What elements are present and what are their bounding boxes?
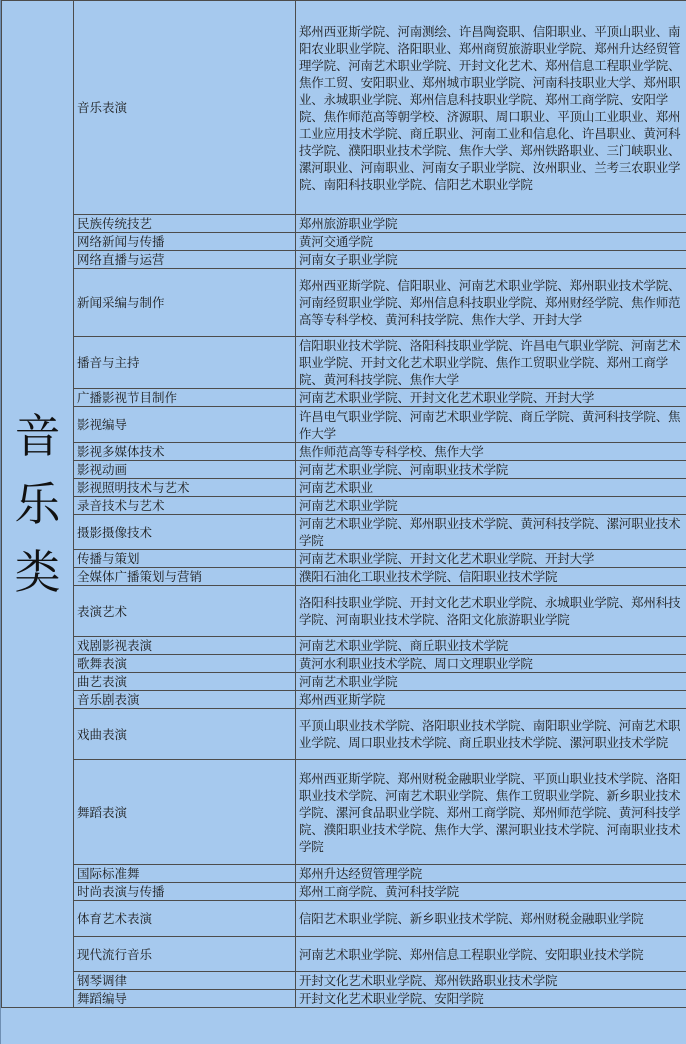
- school-list: 河南艺术职业学院: [296, 497, 686, 515]
- major-name: 音乐剧表演: [74, 691, 296, 709]
- table-row: [2, 515, 686, 550]
- table-row: [2, 586, 686, 637]
- table-row: [2, 337, 686, 389]
- table-row: [2, 709, 686, 760]
- school-list: 河南艺术职业学院、开封文化艺术职业学院、开封大学: [296, 389, 686, 407]
- school-list: 河南艺术职业学院、商丘职业技术学院: [296, 637, 686, 655]
- table-row: [2, 389, 686, 407]
- school-list: 信阳职业技术学院、洛阳科技职业学院、许昌电气职业学院、河南艺术职业学院、开封文化艺术职业学院、焦作工贸职业学院、郑州工商学院、黄河科技学院、焦作大学: [296, 337, 686, 389]
- table-row: [2, 497, 686, 515]
- category-char: 音: [14, 409, 61, 463]
- table-row: [2, 443, 686, 461]
- school-list: 黄河水利职业技术学院、周口文理职业学院: [296, 655, 686, 673]
- school-list: 平顶山职业技术学院、洛阳职业技术学院、南阳职业学院、河南艺术职业学院、周口职业技术学院、商丘职业技术学院、漯河职业技术学院: [296, 709, 686, 760]
- table-row: [2, 251, 686, 269]
- school-list: 郑州西亚斯学院、郑州财税金融职业学院、平顶山职业技术学院、洛阳职业技术学院、河南艺术职业学院、焦作工贸职业学院、新乡职业技术学院、漯河食品职业学院、郑州工商学院、郑州师范学院、黄河科技学院、濮阳职业技术学院、焦作大学、漯河职业技术学院、河南职业技术学院: [296, 760, 686, 865]
- major-name: 民族传统技艺: [74, 215, 296, 233]
- major-name: 时尚表演与传播: [74, 883, 296, 901]
- school-list: 河南女子职业学院: [296, 251, 686, 269]
- major-name: 网络直播与运营: [74, 251, 296, 269]
- school-list: 郑州旅游职业学院: [296, 215, 686, 233]
- school-list: 信阳艺术职业学院、新乡职业技术学院、郑州财税金融职业学院: [296, 901, 686, 937]
- major-name: 舞蹈编导: [74, 990, 296, 1008]
- school-list: 濮阳石油化工职业技术学院、信阳职业技术学院: [296, 568, 686, 586]
- table-row: [2, 990, 686, 1008]
- school-list: 河南艺术职业学院、开封文化艺术职业学院、开封大学: [296, 550, 686, 568]
- major-name: 国际标准舞: [74, 865, 296, 883]
- table-row: [2, 407, 686, 443]
- major-name: 影视编导: [74, 407, 296, 443]
- major-name: 传播与策划: [74, 550, 296, 568]
- school-list: 郑州工商学院、黄河科技学院: [296, 883, 686, 901]
- major-name: 舞蹈表演: [74, 760, 296, 865]
- major-name: 新闻采编与制作: [74, 269, 296, 337]
- table-row: [2, 1, 686, 215]
- school-list: 郑州西亚斯学院、信阳职业、河南艺术职业学院、郑州职业技术学院、河南经贸职业学院、郑州信息科技职业学院、郑州财经学院、焦作师范高等专科学校、黄河科技学院、焦作大学、开封大学: [296, 269, 686, 337]
- table-row: [2, 233, 686, 251]
- major-name: 钢琴调律: [74, 972, 296, 990]
- major-name: 网络新闻与传播: [74, 233, 296, 251]
- major-name: 曲艺表演: [74, 673, 296, 691]
- school-list: 河南艺术职业学院: [296, 673, 686, 691]
- school-list: 开封文化艺术职业学院、郑州铁路职业技术学院: [296, 972, 686, 990]
- major-name: 影视动画: [74, 461, 296, 479]
- table-row: [2, 568, 686, 586]
- table-row: [2, 479, 686, 497]
- school-list: 河南艺术职业学院、郑州职业技术学院、黄河科技学院、漯河职业技术学院: [296, 515, 686, 550]
- major-name: 现代流行音乐: [74, 937, 296, 972]
- table-row: [2, 269, 686, 337]
- school-list: 河南艺术职业: [296, 479, 686, 497]
- category-label: [2, 1, 74, 1008]
- majors-table: [1, 0, 686, 1008]
- school-list: 郑州西亚斯学院: [296, 691, 686, 709]
- school-list: 许昌电气职业学院、河南艺术职业学院、商丘学院、黄河科技学院、焦作大学: [296, 407, 686, 443]
- table-row: [2, 865, 686, 883]
- majors-table-body: [2, 1, 686, 1008]
- table-row: [2, 637, 686, 655]
- major-name: 音乐表演: [74, 1, 296, 215]
- major-name: 体育艺术表演: [74, 901, 296, 937]
- school-list: 郑州升达经贸管理学院: [296, 865, 686, 883]
- school-list: 郑州西亚斯学院、河南测绘、许昌陶瓷职、信阳职业、平顶山职业、南阳农业职业学院、洛阳职业、郑州商贸旅游职业学院、郑州升达经贸管理学院、河南艺术职业学院、开封文化艺术、郑州信息工程职业学院、焦作工贸、安阳职业、郑州城市职业学院、河南科技职业大学、郑州职业、永城职业学院、郑州信息科技职业学院、郑州工商学院、安阳学院、焦作师范高等朝学校、济源职、周口职业、平顶山工业职业、郑州工业应用技术学院、商丘职业、河南工业和信息化、许昌职业、黄河科技学院、濮阳职业技术学院、焦作大学、郑州铁路职业、三门峡职业、漯河职业、河南职业、河南女子职业学院、汝州职业、兰考三农职业学院、南阳科技职业学院、信阳艺术职业学院: [296, 1, 686, 215]
- table-row: [2, 655, 686, 673]
- table-row: [2, 691, 686, 709]
- table-row: [2, 461, 686, 479]
- table-row: [2, 883, 686, 901]
- school-list: 焦作师范高等专科学校、焦作大学: [296, 443, 686, 461]
- table-row: [2, 901, 686, 937]
- major-name: 影视照明技术与艺术: [74, 479, 296, 497]
- major-name: 表演艺术: [74, 586, 296, 637]
- major-name: 戏剧影视表演: [74, 637, 296, 655]
- major-name: 影视多媒体技术: [74, 443, 296, 461]
- table-row: [2, 937, 686, 972]
- table-row: [2, 550, 686, 568]
- major-name: 播音与主持: [74, 337, 296, 389]
- major-name: 全媒体广播策划与营销: [74, 568, 296, 586]
- category-char: 乐: [14, 477, 61, 531]
- major-name: 录音技术与艺术: [74, 497, 296, 515]
- major-name: 戏曲表演: [74, 709, 296, 760]
- category-char: 类: [14, 545, 61, 599]
- school-list: 洛阳科技职业学院、开封文化艺术职业学院、永城职业学院、郑州科技学院、河南职业技术学院、洛阳文化旅游职业学院: [296, 586, 686, 637]
- school-list: 河南艺术职业学院、郑州信息工程职业学院、安阳职业技术学院: [296, 937, 686, 972]
- school-list: 河南艺术职业学院、河南职业技术学院: [296, 461, 686, 479]
- major-name: 广播影视节目制作: [74, 389, 296, 407]
- school-list: 黄河交通学院: [296, 233, 686, 251]
- school-list: 开封文化艺术职业学院、安阳学院: [296, 990, 686, 1008]
- table-row: [2, 760, 686, 865]
- table-row: [2, 972, 686, 990]
- table-row: [2, 673, 686, 691]
- table-row: [2, 215, 686, 233]
- major-name: 歌舞表演: [74, 655, 296, 673]
- major-name: 摄影摄像技术: [74, 515, 296, 550]
